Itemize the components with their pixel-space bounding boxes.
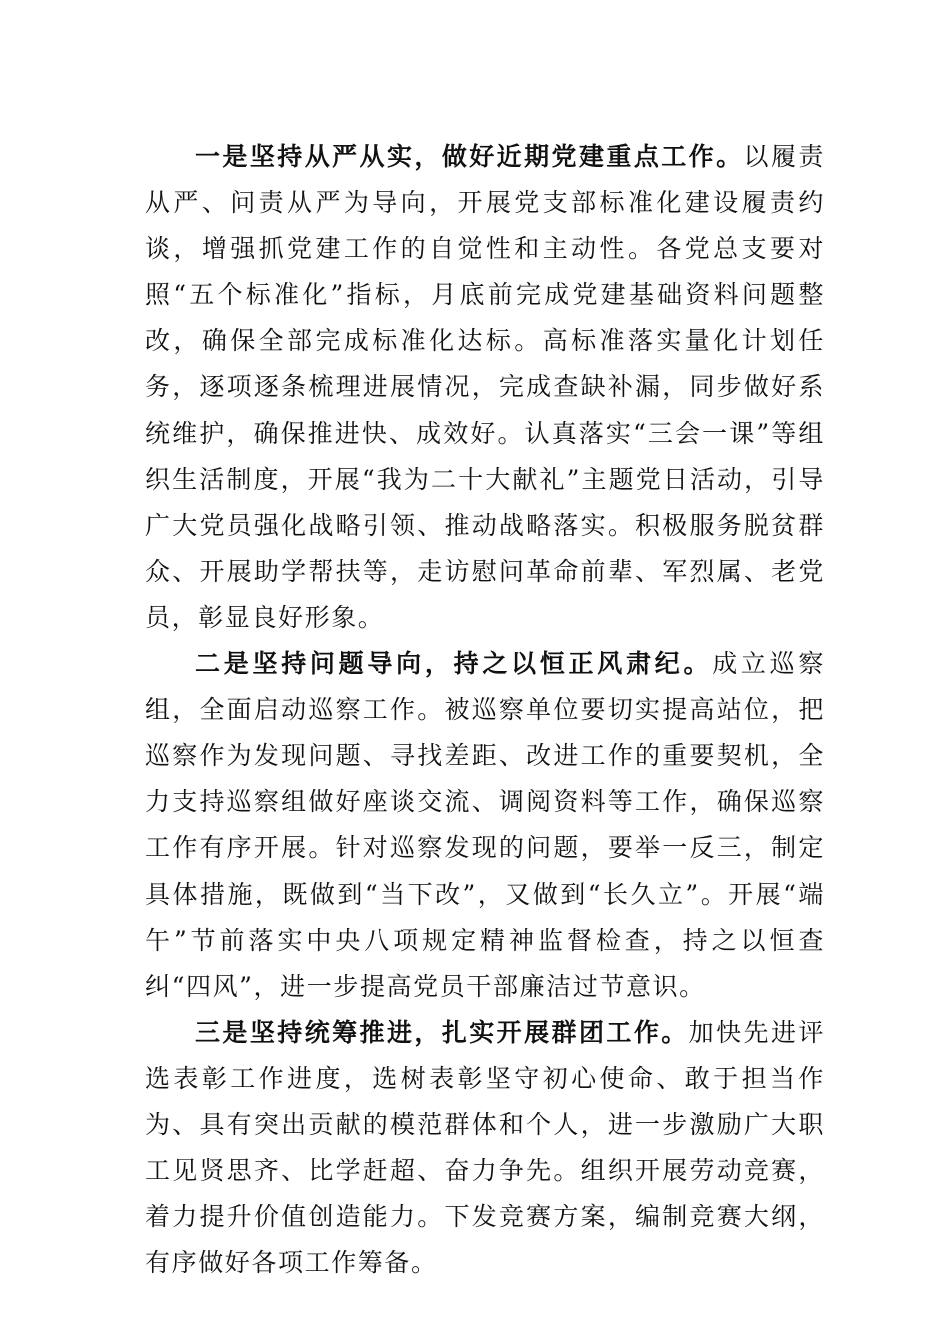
paragraph-3-heading: 三是坚持统筹推进，扎实开展群团工作。 xyxy=(195,1017,689,1047)
paragraph-1-heading: 一是坚持从严从实，做好近期党建重点工作。 xyxy=(195,142,744,171)
paragraph-2-heading: 二是坚持问题导向，持之以恒正风肃纪。 xyxy=(195,649,713,679)
paragraph-3-text: 加快先进评选表彰工作进度，选树表彰坚守初心使命、敢于担当作为、具有突出贡献的模范群体和个人，进一步激励广大职工见贤思齐、比学赶超、奋力争先。组织开展劳动竞赛，着力提升价值创造能力。下发竞赛方案，编制竞赛大纲，有序做好各项工作筹备。 xyxy=(145,1017,825,1278)
paragraph-1 xyxy=(145,134,825,641)
document-body xyxy=(145,134,825,1286)
paragraph-3 xyxy=(145,1010,825,1287)
paragraph-2-text: 成立巡察组，全面启动巡察工作。被巡察单位要切实提高站位，把巡察作为发现问题、寻找差距、改进工作的重要契机，全力支持巡察组做好座谈交流、调阅资料等工作，确保巡察工作有序开展。针对巡察发现的问题，要举一反三，制定具体措施，既做到“当下改”，又做到“长久立”。开展“端午”节前落实中央八项规定精神监督检查，持之以恒查纠“四风”，进一步提高党员干部廉洁过节意识。 xyxy=(145,649,825,1001)
paragraph-1-text: 以履责从严、问责从严为导向，开展党支部标准化建设履责约谈，增强抓党建工作的自觉性和主动性。各党总支要对照“五个标准化”指标，月底前完成党建基础资料问题整改，确保全部完成标准化达标。高标准落实量化计划任务，逐项逐条梳理进展情况，完成查缺补漏，同步做好系统维护，确保推进快、成效好。认真落实“三会一课”等组织生活制度，开展“我为二十大献礼”主题党日活动，引导广大党员强化战略引领、推动战略落实。积极服务脱贫群众、开展助学帮扶等，走访慰问革命前辈、军烈属、老党员，彰显良好形象。 xyxy=(145,142,825,632)
paragraph-2 xyxy=(145,641,825,1010)
